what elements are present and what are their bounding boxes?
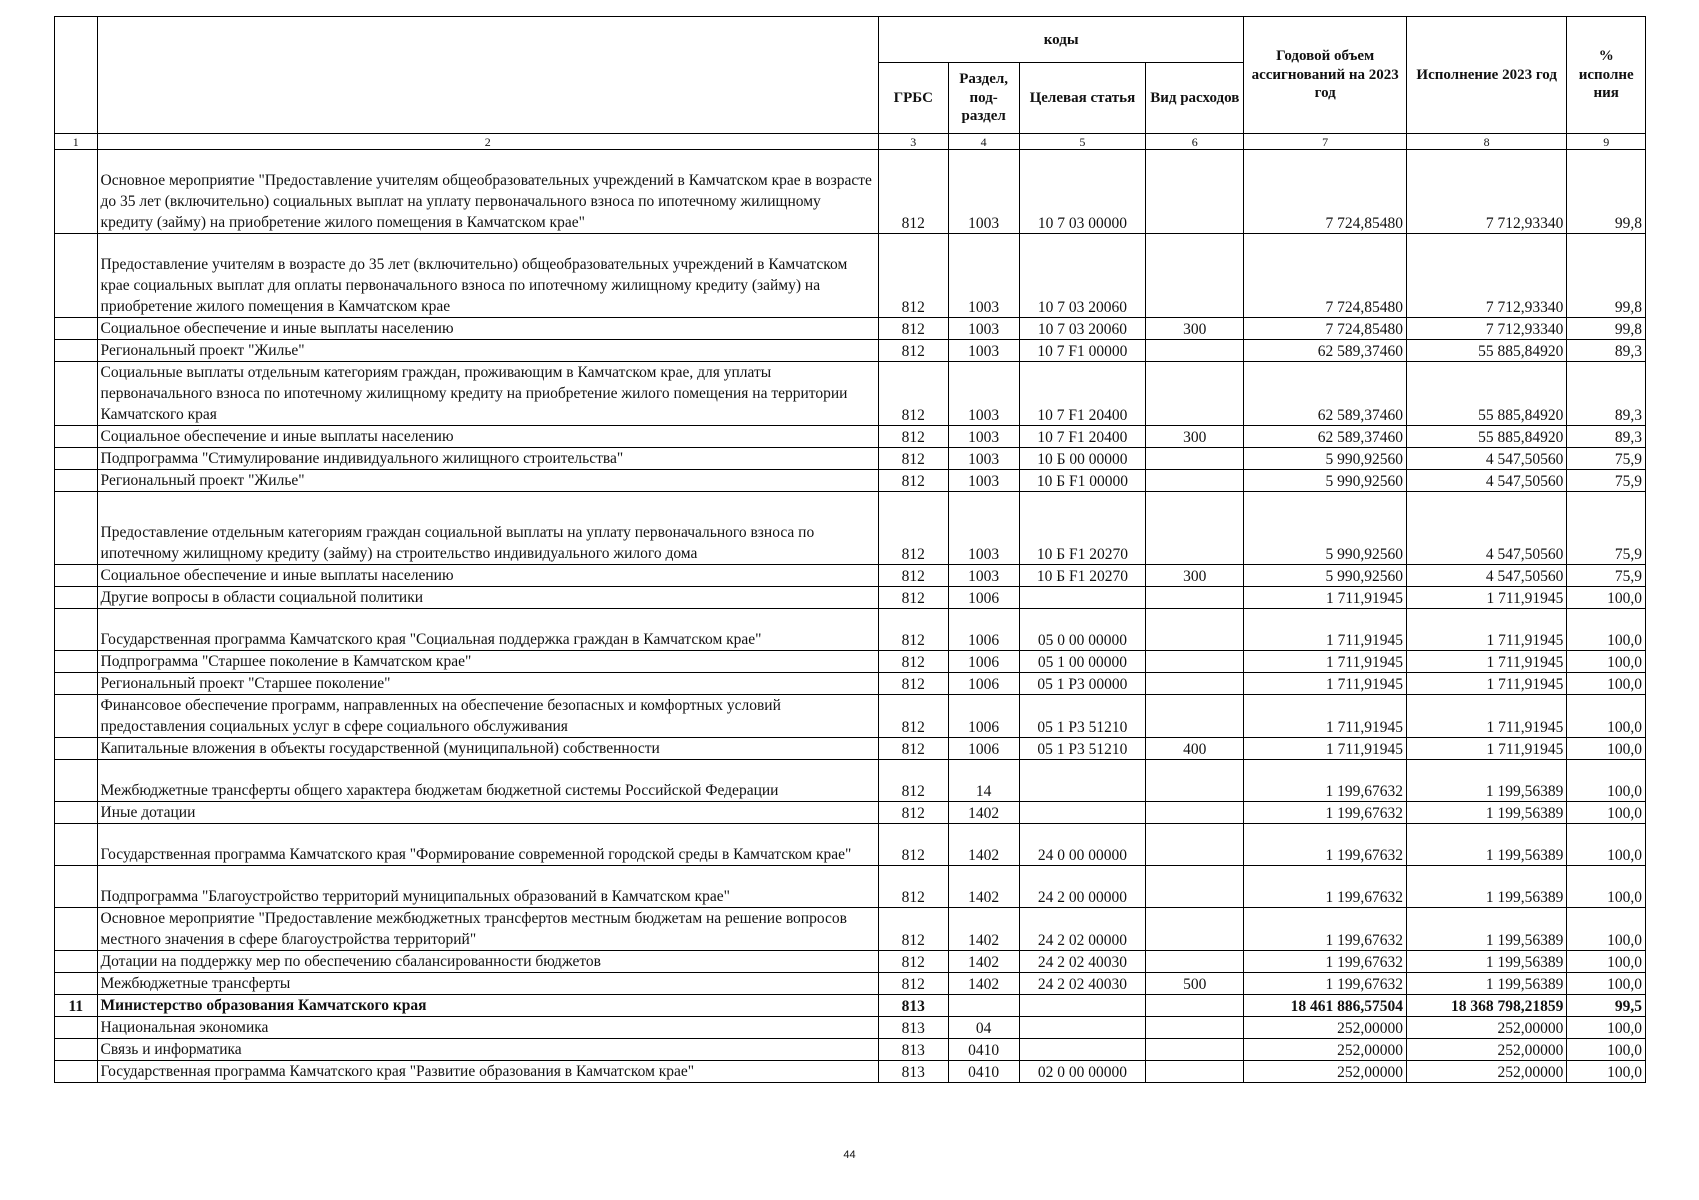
execution-percent: 100,0: [1567, 802, 1646, 824]
row-name: Государственная программа Камчатского края "Социальная поддержка граждан в Камчатском крае": [97, 609, 878, 651]
row-index: [55, 565, 98, 587]
grbs-code: 812: [878, 951, 948, 973]
section-code: 1003: [948, 565, 1019, 587]
annual-volume: 252,00000: [1244, 1017, 1407, 1039]
header-percent: % исполне ния: [1567, 17, 1646, 134]
row-name: Капитальные вложения в объекты государственной (муниципальной) собственности: [97, 738, 878, 760]
execution-percent: 75,9: [1567, 448, 1646, 470]
row-name: Социальное обеспечение и иные выплаты населению: [97, 426, 878, 448]
grbs-code: 812: [878, 565, 948, 587]
row-index: [55, 150, 98, 234]
table-row: [55, 738, 1646, 760]
column-number: 9: [1567, 134, 1646, 150]
column-number: 5: [1019, 134, 1146, 150]
section-code: 1003: [948, 448, 1019, 470]
expense-type-code: [1146, 695, 1244, 738]
execution-value: 55 885,84920: [1406, 340, 1566, 362]
grbs-code: 813: [878, 1039, 948, 1061]
annual-volume: 1 199,67632: [1244, 866, 1407, 908]
header-index-column: [55, 17, 98, 134]
table-row: [55, 565, 1646, 587]
expense-type-code: [1146, 995, 1244, 1017]
table-row: [55, 802, 1646, 824]
execution-percent: 100,0: [1567, 973, 1646, 995]
section-code: 1003: [948, 150, 1019, 234]
row-index: [55, 609, 98, 651]
target-article-code: 10 7 F1 20400: [1019, 362, 1146, 426]
table-row: [55, 1017, 1646, 1039]
annual-volume: 5 990,92560: [1244, 470, 1407, 492]
expense-type-code: [1146, 824, 1244, 866]
expense-type-code: 300: [1146, 565, 1244, 587]
annual-volume: 252,00000: [1244, 1061, 1407, 1083]
grbs-code: 812: [878, 695, 948, 738]
execution-value: 252,00000: [1406, 1039, 1566, 1061]
grbs-code: 812: [878, 362, 948, 426]
annual-volume: 1 199,67632: [1244, 951, 1407, 973]
row-name: Социальное обеспечение и иные выплаты населению: [97, 565, 878, 587]
table-row: [55, 492, 1646, 565]
execution-value: 4 547,50560: [1406, 448, 1566, 470]
row-name: Социальное обеспечение и иные выплаты населению: [97, 318, 878, 340]
header-annual-volume: Годовой объем ассигнований на 2023 год: [1244, 17, 1407, 134]
row-index: [55, 448, 98, 470]
row-index: [55, 1017, 98, 1039]
execution-percent: 100,0: [1567, 738, 1646, 760]
grbs-code: 812: [878, 470, 948, 492]
row-index: [55, 470, 98, 492]
row-index: [55, 587, 98, 609]
execution-value: 7 712,93340: [1406, 234, 1566, 318]
table-row: [55, 1061, 1646, 1083]
column-number: 7: [1244, 134, 1407, 150]
execution-value: 55 885,84920: [1406, 362, 1566, 426]
execution-percent: 100,0: [1567, 609, 1646, 651]
execution-percent: 75,9: [1567, 565, 1646, 587]
grbs-code: 812: [878, 426, 948, 448]
row-index: [55, 234, 98, 318]
expense-type-code: [1146, 609, 1244, 651]
row-name: Региональный проект "Жилье": [97, 340, 878, 362]
row-name: Национальная экономика: [97, 1017, 878, 1039]
expense-type-code: [1146, 673, 1244, 695]
expense-type-code: [1146, 908, 1244, 951]
page-number: 44: [843, 1149, 856, 1161]
execution-value: 1 711,91945: [1406, 695, 1566, 738]
execution-value: 1 711,91945: [1406, 651, 1566, 673]
expense-type-code: [1146, 340, 1244, 362]
row-name: Региональный проект "Старшее поколение": [97, 673, 878, 695]
expense-type-code: [1146, 492, 1244, 565]
execution-percent: 100,0: [1567, 651, 1646, 673]
row-name: Межбюджетные трансферты: [97, 973, 878, 995]
table-row: [55, 362, 1646, 426]
execution-value: 1 711,91945: [1406, 673, 1566, 695]
annual-volume: 1 711,91945: [1244, 609, 1407, 651]
target-article-code: [1019, 1017, 1146, 1039]
execution-value: 1 711,91945: [1406, 738, 1566, 760]
target-article-code: 10 Б F1 20270: [1019, 565, 1146, 587]
row-name: Финансовое обеспечение программ, направленных на обеспечение безопасных и комфортных условий предоставления социальных услуг в сфере социального обслуживания: [97, 695, 878, 738]
execution-value: 1 199,56389: [1406, 802, 1566, 824]
table-row: [55, 995, 1646, 1017]
annual-volume: 1 711,91945: [1244, 651, 1407, 673]
column-number-row: [55, 134, 1646, 150]
row-index: [55, 673, 98, 695]
table-row: [55, 695, 1646, 738]
table-row: [55, 1039, 1646, 1061]
annual-volume: 7 724,85480: [1244, 150, 1407, 234]
column-number: 2: [97, 134, 878, 150]
annual-volume: 62 589,37460: [1244, 340, 1407, 362]
expense-type-code: [1146, 951, 1244, 973]
target-article-code: [1019, 995, 1146, 1017]
target-article-code: 24 2 02 00000: [1019, 908, 1146, 951]
grbs-code: 813: [878, 1061, 948, 1083]
execution-percent: 100,0: [1567, 951, 1646, 973]
annual-volume: 62 589,37460: [1244, 362, 1407, 426]
target-article-code: 24 2 02 40030: [1019, 951, 1146, 973]
annual-volume: 1 199,67632: [1244, 908, 1407, 951]
annual-volume: 5 990,92560: [1244, 448, 1407, 470]
row-name: Государственная программа Камчатского края "Развитие образования в Камчатском крае": [97, 1061, 878, 1083]
target-article-code: 10 7 F1 00000: [1019, 340, 1146, 362]
section-code: 1006: [948, 738, 1019, 760]
execution-value: 1 711,91945: [1406, 587, 1566, 609]
annual-volume: 18 461 886,57504: [1244, 995, 1407, 1017]
table-row: [55, 609, 1646, 651]
row-name: Основное мероприятие "Предоставление учителям общеобразовательных учреждений в Камчатском крае в возрасте до 35 лет (включительно) социальных выплат на уплату первоначального взноса по ипотечному жилищному кредиту (займу) на приобретение жилого помещения в Камчатском крае": [97, 150, 878, 234]
execution-percent: 100,0: [1567, 908, 1646, 951]
row-index: [55, 492, 98, 565]
row-index: [55, 866, 98, 908]
table-row: [55, 448, 1646, 470]
table-row: [55, 973, 1646, 995]
row-name: Связь и информатика: [97, 1039, 878, 1061]
row-index: [55, 695, 98, 738]
table-row: [55, 651, 1646, 673]
expense-type-code: [1146, 150, 1244, 234]
table-row: [55, 470, 1646, 492]
row-name: Региональный проект "Жилье": [97, 470, 878, 492]
target-article-code: 05 1 P3 51210: [1019, 695, 1146, 738]
target-article-code: 24 0 00 00000: [1019, 824, 1146, 866]
execution-value: 1 199,56389: [1406, 973, 1566, 995]
execution-value: 1 199,56389: [1406, 866, 1566, 908]
execution-value: 1 199,56389: [1406, 951, 1566, 973]
annual-volume: 1 711,91945: [1244, 738, 1407, 760]
section-code: 1402: [948, 973, 1019, 995]
section-code: 1003: [948, 234, 1019, 318]
row-name: Предоставление учителям в возрасте до 35 лет (включительно) общеобразовательных учреждений в Камчатском крае социальных выплат для оплаты первоначального взноса по ипотечному жилищному кредиту (займу) на приобретение жилого помещения в Камчатском крае: [97, 234, 878, 318]
target-article-code: 10 Б F1 00000: [1019, 470, 1146, 492]
section-code: 1402: [948, 866, 1019, 908]
row-name: Межбюджетные трансферты общего характера бюджетам бюджетной системы Российской Федерации: [97, 760, 878, 802]
row-index: [55, 973, 98, 995]
row-index: [55, 908, 98, 951]
column-number: 4: [948, 134, 1019, 150]
execution-percent: 99,8: [1567, 318, 1646, 340]
target-article-code: 05 1 P3 00000: [1019, 673, 1146, 695]
execution-value: 7 712,93340: [1406, 318, 1566, 340]
target-article-code: 24 2 02 40030: [1019, 973, 1146, 995]
table-row: [55, 908, 1646, 951]
section-code: 1006: [948, 609, 1019, 651]
expense-type-code: [1146, 651, 1244, 673]
expense-type-code: [1146, 587, 1244, 609]
execution-percent: 100,0: [1567, 695, 1646, 738]
header-codes: коды: [878, 17, 1244, 63]
annual-volume: 1 199,67632: [1244, 802, 1407, 824]
execution-percent: 89,3: [1567, 340, 1646, 362]
row-index: [55, 340, 98, 362]
header-target-article: Целевая статья: [1019, 63, 1146, 134]
execution-percent: 100,0: [1567, 1017, 1646, 1039]
row-name: Иные дотации: [97, 802, 878, 824]
expense-type-code: [1146, 866, 1244, 908]
row-name: Государственная программа Камчатского края "Формирование современной городской среды в Камчатском крае": [97, 824, 878, 866]
grbs-code: 812: [878, 908, 948, 951]
section-code: 14: [948, 760, 1019, 802]
annual-volume: 252,00000: [1244, 1039, 1407, 1061]
section-code: 1402: [948, 951, 1019, 973]
expense-type-code: [1146, 234, 1244, 318]
section-code: 1003: [948, 318, 1019, 340]
execution-value: 252,00000: [1406, 1061, 1566, 1083]
header-execution: Исполнение 2023 год: [1406, 17, 1566, 134]
expense-type-code: 500: [1146, 973, 1244, 995]
execution-percent: 100,0: [1567, 760, 1646, 802]
execution-value: 55 885,84920: [1406, 426, 1566, 448]
column-number: 3: [878, 134, 948, 150]
annual-volume: 7 724,85480: [1244, 318, 1407, 340]
header-expense-type: Вид расходов: [1146, 63, 1244, 134]
grbs-code: 812: [878, 651, 948, 673]
execution-percent: 100,0: [1567, 1061, 1646, 1083]
annual-volume: 5 990,92560: [1244, 565, 1407, 587]
expense-type-code: [1146, 448, 1244, 470]
section-code: 1003: [948, 492, 1019, 565]
execution-percent: 89,3: [1567, 362, 1646, 426]
table-row: [55, 951, 1646, 973]
execution-percent: 100,0: [1567, 1039, 1646, 1061]
target-article-code: 05 0 00 00000: [1019, 609, 1146, 651]
execution-value: 4 547,50560: [1406, 470, 1566, 492]
section-code: 1003: [948, 470, 1019, 492]
execution-percent: 99,8: [1567, 234, 1646, 318]
execution-value: 18 368 798,21859: [1406, 995, 1566, 1017]
row-index: [55, 951, 98, 973]
target-article-code: 10 7 03 00000: [1019, 150, 1146, 234]
grbs-code: 812: [878, 824, 948, 866]
grbs-code: 812: [878, 760, 948, 802]
grbs-code: 812: [878, 340, 948, 362]
table-row: [55, 234, 1646, 318]
header-grbs: ГРБС: [878, 63, 948, 134]
execution-percent: 89,3: [1567, 426, 1646, 448]
header-name-column: [97, 17, 878, 134]
section-code: 1003: [948, 426, 1019, 448]
execution-value: 1 199,56389: [1406, 824, 1566, 866]
row-index: [55, 738, 98, 760]
column-number: 8: [1406, 134, 1566, 150]
target-article-code: [1019, 587, 1146, 609]
annual-volume: 1 199,67632: [1244, 973, 1407, 995]
execution-value: 7 712,93340: [1406, 150, 1566, 234]
annual-volume: 1 711,91945: [1244, 673, 1407, 695]
grbs-code: 812: [878, 492, 948, 565]
budget-execution-table: [54, 16, 1646, 1083]
grbs-code: 812: [878, 973, 948, 995]
annual-volume: 62 589,37460: [1244, 426, 1407, 448]
row-index: [55, 318, 98, 340]
grbs-code: 812: [878, 150, 948, 234]
row-index: [55, 824, 98, 866]
table-row: [55, 318, 1646, 340]
execution-value: 4 547,50560: [1406, 565, 1566, 587]
target-article-code: [1019, 1039, 1146, 1061]
table-row: [55, 673, 1646, 695]
execution-value: 1 711,91945: [1406, 609, 1566, 651]
execution-value: 1 199,56389: [1406, 908, 1566, 951]
grbs-code: 812: [878, 609, 948, 651]
execution-value: 252,00000: [1406, 1017, 1566, 1039]
target-article-code: 10 Б F1 20270: [1019, 492, 1146, 565]
grbs-code: 812: [878, 738, 948, 760]
row-index: [55, 802, 98, 824]
grbs-code: 812: [878, 802, 948, 824]
table-row: [55, 340, 1646, 362]
execution-percent: 100,0: [1567, 824, 1646, 866]
target-article-code: 02 0 00 00000: [1019, 1061, 1146, 1083]
target-article-code: 10 7 F1 20400: [1019, 426, 1146, 448]
section-code: 1402: [948, 802, 1019, 824]
execution-percent: 99,5: [1567, 995, 1646, 1017]
expense-type-code: [1146, 470, 1244, 492]
grbs-code: 813: [878, 1017, 948, 1039]
target-article-code: 24 2 00 00000: [1019, 866, 1146, 908]
section-code: 1006: [948, 673, 1019, 695]
grbs-code: 812: [878, 866, 948, 908]
table-header: [55, 17, 1646, 150]
header-section: Раздел, под-раздел: [948, 63, 1019, 134]
execution-percent: 100,0: [1567, 866, 1646, 908]
target-article-code: 05 1 00 00000: [1019, 651, 1146, 673]
expense-type-code: [1146, 1017, 1244, 1039]
expense-type-code: 300: [1146, 318, 1244, 340]
row-name: Основное мероприятие "Предоставление межбюджетных трансфертов местным бюджетам на решение вопросов местного значения в сфере благоустройства территорий": [97, 908, 878, 951]
row-name: Другие вопросы в области социальной политики: [97, 587, 878, 609]
row-name: Социальные выплаты отдельным категориям граждан, проживающим в Камчатском крае, для уплаты первоначального взноса по ипотечному жилищному кредиту на приобретение жилого помещения на территории Камчатского края: [97, 362, 878, 426]
section-code: 0410: [948, 1039, 1019, 1061]
section-code: 1006: [948, 587, 1019, 609]
target-article-code: [1019, 802, 1146, 824]
section-code: 1006: [948, 651, 1019, 673]
execution-percent: 99,8: [1567, 150, 1646, 234]
row-name: Подпрограмма "Старшее поколение в Камчатском крае": [97, 651, 878, 673]
section-code: 04: [948, 1017, 1019, 1039]
execution-percent: 75,9: [1567, 492, 1646, 565]
table-row: [55, 587, 1646, 609]
grbs-code: 812: [878, 448, 948, 470]
expense-type-code: [1146, 1061, 1244, 1083]
target-article-code: 05 1 P3 51210: [1019, 738, 1146, 760]
section-code: 1003: [948, 362, 1019, 426]
row-index: [55, 1039, 98, 1061]
expense-type-code: [1146, 1039, 1244, 1061]
table-row: [55, 760, 1646, 802]
target-article-code: 10 7 03 20060: [1019, 234, 1146, 318]
grbs-code: 812: [878, 318, 948, 340]
expense-type-code: 400: [1146, 738, 1244, 760]
row-index: [55, 362, 98, 426]
row-name: Подпрограмма "Благоустройство территорий муниципальных образований в Камчатском крае": [97, 866, 878, 908]
section-code: 1402: [948, 824, 1019, 866]
column-number: 1: [55, 134, 98, 150]
section-code: 0410: [948, 1061, 1019, 1083]
table-row: [55, 824, 1646, 866]
section-code: [948, 995, 1019, 1017]
row-name: Дотации на поддержку мер по обеспечению сбалансированности бюджетов: [97, 951, 878, 973]
table-body: [55, 150, 1646, 1083]
row-index: [55, 651, 98, 673]
execution-percent: 100,0: [1567, 673, 1646, 695]
section-code: 1402: [948, 908, 1019, 951]
execution-percent: 100,0: [1567, 587, 1646, 609]
table-row: [55, 426, 1646, 448]
table-row: [55, 150, 1646, 234]
section-code: 1006: [948, 695, 1019, 738]
annual-volume: 7 724,85480: [1244, 234, 1407, 318]
annual-volume: 5 990,92560: [1244, 492, 1407, 565]
expense-type-code: [1146, 760, 1244, 802]
grbs-code: 812: [878, 673, 948, 695]
row-name: Подпрограмма "Стимулирование индивидуального жилищного строительства": [97, 448, 878, 470]
row-index: [55, 760, 98, 802]
execution-value: 4 547,50560: [1406, 492, 1566, 565]
grbs-code: 813: [878, 995, 948, 1017]
table-row: [55, 866, 1646, 908]
annual-volume: 1 199,67632: [1244, 760, 1407, 802]
expense-type-code: [1146, 362, 1244, 426]
execution-percent: 75,9: [1567, 470, 1646, 492]
column-number: 6: [1146, 134, 1244, 150]
row-index: [55, 1061, 98, 1083]
execution-value: 1 199,56389: [1406, 760, 1566, 802]
grbs-code: 812: [878, 587, 948, 609]
row-name: Предоставление отдельным категориям граждан социальной выплаты на уплату первоначального взноса по ипотечному жилищному кредиту (займу) на строительство индивидуального жилого дома: [97, 492, 878, 565]
expense-type-code: 300: [1146, 426, 1244, 448]
annual-volume: 1 711,91945: [1244, 695, 1407, 738]
annual-volume: 1 199,67632: [1244, 824, 1407, 866]
target-article-code: [1019, 760, 1146, 802]
row-index: [55, 426, 98, 448]
grbs-code: 812: [878, 234, 948, 318]
target-article-code: 10 7 03 20060: [1019, 318, 1146, 340]
annual-volume: 1 711,91945: [1244, 587, 1407, 609]
expense-type-code: [1146, 802, 1244, 824]
row-index: 11: [55, 995, 98, 1017]
target-article-code: 10 Б 00 00000: [1019, 448, 1146, 470]
row-name: Министерство образования Камчатского края: [97, 995, 878, 1017]
section-code: 1003: [948, 340, 1019, 362]
